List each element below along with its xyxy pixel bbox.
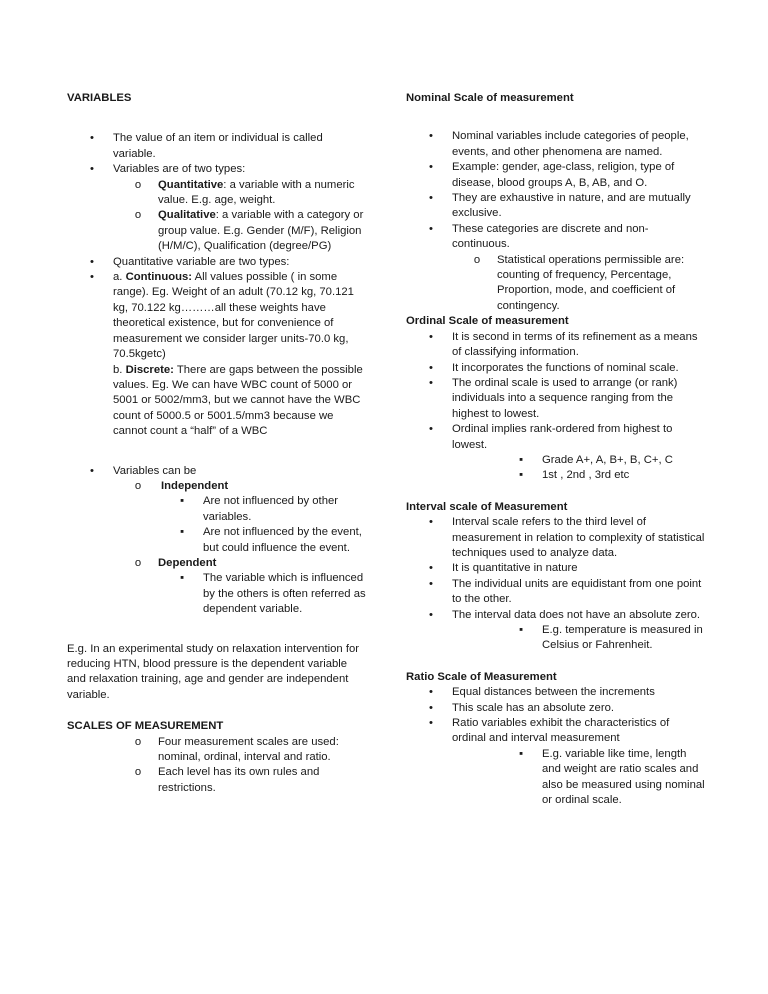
square-marker: ▪ xyxy=(518,469,523,482)
bullet-marker: • xyxy=(429,686,433,699)
list-item: • Variables are of two types: xyxy=(67,162,367,177)
nominal-heading: Nominal Scale of measurement xyxy=(406,92,574,104)
square-marker: ▪ xyxy=(179,495,184,508)
ordinal-list xyxy=(406,330,706,484)
list-item: • The value of an item or individual is called variable. xyxy=(67,131,367,162)
variables-list xyxy=(67,131,367,439)
bullet-marker: • xyxy=(429,608,433,621)
bullet-marker: • xyxy=(429,516,433,529)
right-column xyxy=(406,91,706,808)
variables-can-be-list xyxy=(67,464,367,618)
list-item-quantitative: o Quantitative: a variable with a numeric value. E.g. age, weight. xyxy=(67,178,367,209)
list-item: • Nominal variables include categories of people, events, and other phenomena are named. xyxy=(406,129,706,160)
list-item: • They are exhaustive in nature, and are mutually exclusive. xyxy=(406,191,706,222)
list-item: o Each level has its own rules and restrictions. xyxy=(67,765,367,796)
list-item: • Interval scale refers to the third level of measurement in relation to complexity of statistical techniques used to analyze data. xyxy=(406,515,706,561)
circle-marker: o xyxy=(134,209,142,222)
square-marker: ▪ xyxy=(179,526,184,539)
bullet-marker: • xyxy=(90,255,94,268)
circle-marker: o xyxy=(134,766,142,779)
list-item: o Four measurement scales are used: nominal, ordinal, interval and ratio. xyxy=(67,735,367,766)
list-item: • Quantitative variable are two types: xyxy=(67,255,367,270)
list-item: • The individual units are equidistant from one point to the other. xyxy=(406,577,706,608)
scales-list xyxy=(67,735,367,797)
list-item: • It incorporates the functions of nominal scale. xyxy=(406,361,706,376)
variables-heading: VARIABLES xyxy=(67,92,132,104)
list-item: • Variables can be xyxy=(67,464,367,479)
scales-heading: SCALES OF MEASUREMENT xyxy=(67,720,224,733)
square-marker: ▪ xyxy=(518,453,523,466)
interval-list xyxy=(406,515,706,654)
list-item: ▪ Grade A+, A, B+, B, C+, C xyxy=(406,453,706,468)
square-marker: ▪ xyxy=(179,572,184,585)
list-item: • Equal distances between the increments xyxy=(406,685,706,700)
list-item: • Example: gender, age-class, religion, type of disease, blood groups A, B, AB, and O. xyxy=(406,160,706,191)
list-item-continuous-discrete: • a. Continuous: All values possible ( in some range). Eg. Weight of an adult (70.12 kg, 70.121 kg, 70.122 kg………all these weights have theoretical existence, but for convenience of measurement we consider larger units-70.0 kg, 70.5kgetc) b. Discrete: There are gaps between the possible values. Eg. We can have WBC count of 5000 or 5001 or 5002/mm3, but we cannot have the WBC count of 5000.5 or 5001.5/mm3 because we cannot count a “half” of a WBC xyxy=(67,270,367,439)
list-item: • Ratio variables exhibit the characteristics of ordinal and interval measurement xyxy=(406,716,706,747)
bullet-marker: • xyxy=(429,361,433,374)
circle-marker: o xyxy=(134,178,142,191)
list-item: • The ordinal scale is used to arrange (or rank) individuals into a sequence ranging from the highest to lowest. xyxy=(406,376,706,422)
list-item: • Ordinal implies rank-ordered from highest to lowest. xyxy=(406,422,706,453)
left-column xyxy=(67,91,367,796)
bullet-marker: • xyxy=(90,271,94,284)
list-item: o Statistical operations permissible are: counting of frequency, Percentage, Proportion, mode, and coefficient of contingency. xyxy=(406,253,706,315)
square-marker: ▪ xyxy=(518,747,523,760)
bullet-marker: • xyxy=(429,423,433,436)
bullet-marker: • xyxy=(429,562,433,575)
list-item: • These categories are discrete and non-continuous. xyxy=(406,222,706,253)
bullet-marker: • xyxy=(90,132,94,145)
list-item-dependent: o Dependent xyxy=(67,556,367,571)
list-item: ▪ Are not influenced by other variables. xyxy=(67,494,367,525)
circle-marker: o xyxy=(134,479,142,492)
list-item: ▪ Are not influenced by the event, but could influence the event. xyxy=(67,525,367,556)
list-item: ▪ E.g. variable like time, length and weight are ratio scales and also be measured using nominal or ordinal scale. xyxy=(406,747,706,809)
bullet-marker: • xyxy=(429,161,433,174)
bullet-marker: • xyxy=(429,130,433,143)
bullet-marker: • xyxy=(429,577,433,590)
ratio-list xyxy=(406,685,706,808)
example-paragraph: E.g. In an experimental study on relaxation intervention for reducing HTN, blood pressure is the dependent variable and relaxation training, age and gender are independent variable. xyxy=(67,642,360,701)
ratio-heading: Ratio Scale of Measurement xyxy=(406,670,557,683)
bullet-marker: • xyxy=(429,330,433,343)
circle-marker: o xyxy=(134,735,142,748)
interval-heading: Interval scale of Measurement xyxy=(406,500,568,513)
bullet-marker: • xyxy=(90,163,94,176)
bullet-marker: • xyxy=(429,222,433,235)
list-item: • It is quantitative in nature xyxy=(406,561,706,576)
list-item: • The interval data does not have an absolute zero. xyxy=(406,608,706,623)
bullet-marker: • xyxy=(429,192,433,205)
list-item: ▪ E.g. temperature is measured in Celsius or Fahrenheit. xyxy=(406,623,706,654)
list-item: ▪ 1st , 2nd , 3rd etc xyxy=(406,468,706,483)
ordinal-heading: Ordinal Scale of measurement xyxy=(406,315,569,328)
list-item: • This scale has an absolute zero. xyxy=(406,701,706,716)
list-item-qualitative: o Qualitative: a variable with a category or group value. E.g. Gender (M/F), Religion (H/M/C), Qualification (degree/PG) xyxy=(67,208,367,254)
list-item: ▪ The variable which is influenced by the others is often referred as dependent variable. xyxy=(67,571,367,617)
circle-marker: o xyxy=(473,253,481,266)
square-marker: ▪ xyxy=(518,624,523,636)
bullet-marker: • xyxy=(429,701,433,714)
circle-marker: o xyxy=(134,556,142,569)
bullet-marker: • xyxy=(90,464,94,477)
bullet-marker: • xyxy=(429,376,433,389)
nominal-list xyxy=(406,129,706,314)
list-item: • It is second in terms of its refinement as a means of classifying information. xyxy=(406,330,706,361)
bullet-marker: • xyxy=(429,717,433,730)
list-item-independent: o Independent xyxy=(67,479,367,494)
